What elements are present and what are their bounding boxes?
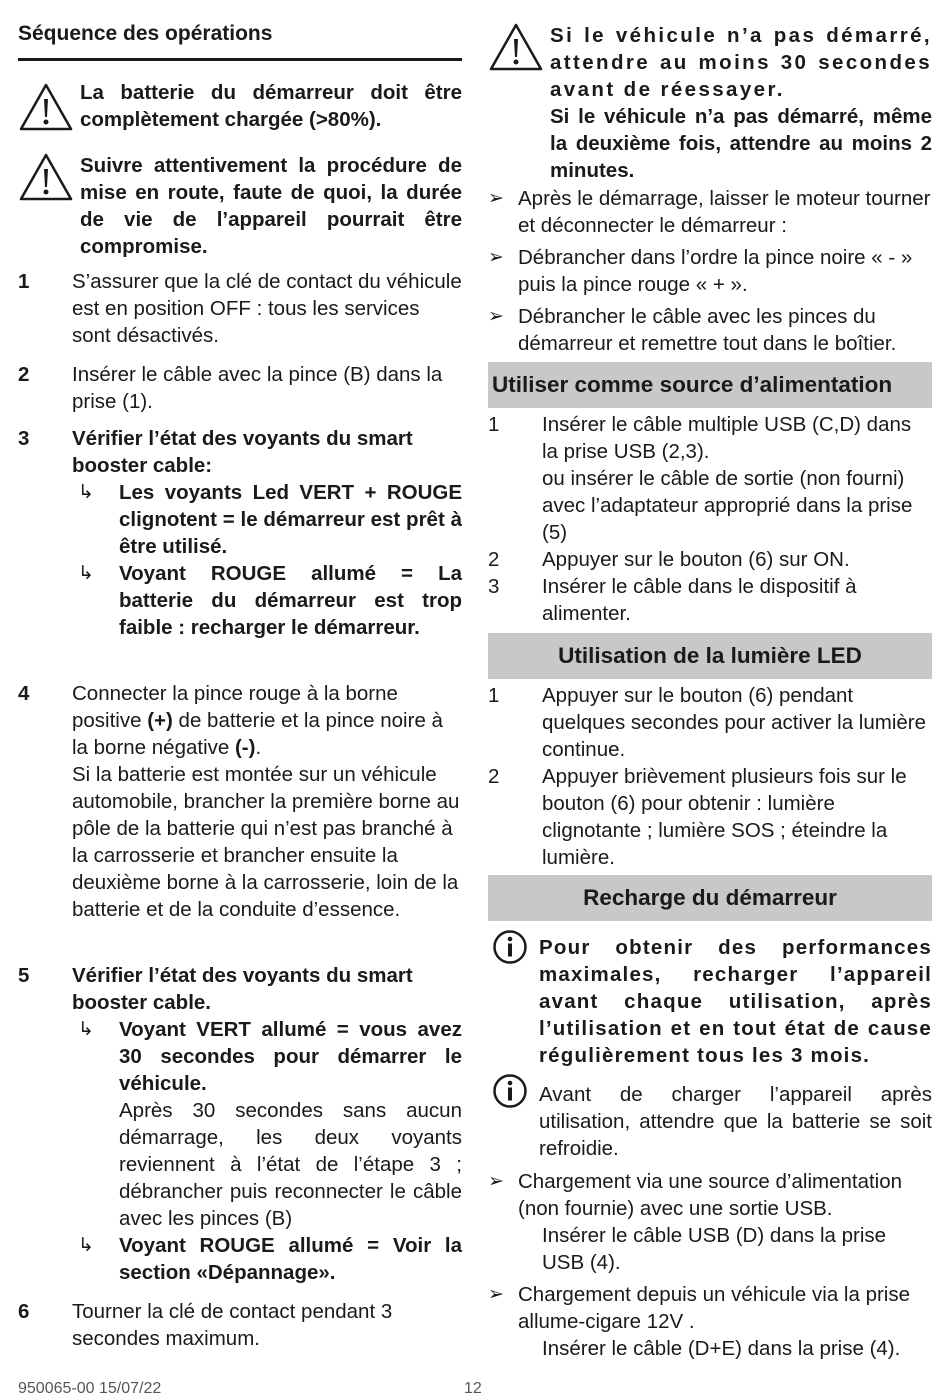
warning-retry-text: Si le véhicule n’a pas démarré, attendre au moins 30 secondes avant de réessayer. [550, 24, 932, 101]
step-number: 1 [18, 270, 30, 293]
arrow-icon: ↳ [78, 482, 94, 503]
sub-item-text: Voyant ROUGE allumé = La batterie du démarreur est trop faible : recharger le démarreur. [119, 562, 462, 639]
step-text: Tourner la clé de contact pendant 3 secondes maximum. [72, 1300, 393, 1350]
sub-item [72, 1232, 462, 1286]
warning-charge-text: La batterie du démarreur doit être complètement chargée (>80%). [80, 81, 462, 131]
sub-item-text: Voyant VERT allumé = vous avez 30 secondes pour démarrer le véhicule. [119, 1018, 462, 1095]
step-text: Vérifier l’état des voyants du smart booster cable. [72, 964, 413, 1014]
info-cooldown-text: Avant de charger l’appareil après utilisation, attendre que la batterie se soit refroidie. [539, 1083, 932, 1160]
step-text: Vérifier l’état des voyants du smart booster cable: [72, 427, 413, 477]
chevron-icon: ➢ [488, 306, 504, 327]
step-number: 2 [18, 363, 30, 386]
step-5-block [72, 962, 462, 1286]
warning-procedure-text: Suivre attentivement la procédure de mise en route, faute de quoi, la durée de vie de l’appareil pourrait être compromise. [80, 154, 462, 258]
step-number: 1 [488, 684, 500, 707]
step-number: 2 [488, 765, 500, 788]
recharge-heading: Recharge du démarreur [488, 875, 932, 921]
step-text: Appuyer brièvement plusieurs fois sur le bouton (6) pour obtenir : lumière clignotante ; lumière SOS ; éteindre la lumière. [542, 765, 907, 869]
step-text: Appuyer sur le bouton (6) sur ON. [542, 548, 850, 571]
step-number: 6 [18, 1300, 30, 1323]
step-number: 5 [18, 964, 30, 987]
sub-item-text: Après 30 secondes sans aucun démarrage, les deux voyants reviennent à l’état de l’étape 3 ; débrancher puis reconnecter le câble avec les pinces (B) [119, 1099, 462, 1230]
sub-item [72, 560, 462, 641]
led-heading: Utilisation de la lumière LED [488, 633, 932, 679]
info-performance-text: Pour obtenir des performances maximales, recharger l’appareil avant chaque utilisation, après l’utilisation et en tout état de cause régulièrement tous les 3 mois. [539, 936, 932, 1067]
warning-retry-block [550, 22, 932, 184]
title-rule [18, 58, 462, 61]
chevron-icon: ➢ [488, 1171, 504, 1192]
step-text: Appuyer sur le bouton (6) pendant quelques secondes pour activer la lumière continue. [542, 684, 927, 761]
step-text: Insérer le câble dans le dispositif à alimenter. [542, 575, 857, 625]
step-number: 2 [488, 548, 500, 571]
warning-icon [18, 152, 74, 202]
sub-item [72, 479, 462, 560]
info-icon [492, 929, 528, 965]
sub-item [72, 1016, 462, 1232]
power-source-heading: Utiliser comme source d’alimentation [488, 362, 932, 408]
step-number: 3 [488, 575, 500, 598]
list-item: Débrancher le câble avec les pinces du démarreur et remettre tout dans le boîtier. [518, 305, 897, 355]
step-text: Si la batterie est montée sur un véhicule automobile, brancher la première borne au pôle de la batterie qui n’est pas branché à la carrosserie et brancher ensuite la deuxième borne à la carrosserie, loin de la batterie et de la conduite d’essence. [72, 763, 460, 921]
chevron-icon: ➢ [488, 188, 504, 209]
list-item-extra: Insérer le câble (D+E) dans la prise (4). [542, 1337, 901, 1360]
step-3-block [72, 425, 462, 641]
warning-icon [18, 82, 74, 132]
page-number: 12 [464, 1380, 482, 1397]
chevron-icon: ➢ [488, 1284, 504, 1305]
list-item [518, 1168, 932, 1276]
warning-icon [488, 22, 544, 72]
step-text: Insérer le câble multiple USB (C,D) dans la prise USB (2,3). [542, 413, 912, 463]
sub-item-text: Voyant ROUGE allumé = Voir la section «Dépannage». [119, 1234, 462, 1284]
step-number: 3 [18, 427, 30, 450]
step-number: 4 [18, 682, 30, 705]
arrow-icon: ↳ [78, 1235, 94, 1256]
footer-code: 950065-00 15/07/22 [18, 1380, 162, 1397]
info-icon [492, 1073, 528, 1109]
section-title: Séquence des opérations [18, 22, 273, 45]
list-item-extra: Insérer le câble USB (D) dans la prise USB (4). [542, 1224, 887, 1274]
arrow-icon: ↳ [78, 1019, 94, 1040]
step-text: Connecter la pince rouge à la borne positive (+) de batterie et la pince noire à la borne négative (-). [72, 682, 443, 759]
step-text: S’assurer que la clé de contact du véhicule est en position OFF : tous les services sont désactivés. [72, 270, 462, 347]
warning-retry-text-2: Si le véhicule n’a pas démarré, même la deuxième fois, attendre au moins 2 minutes. [550, 105, 932, 182]
step-number: 1 [488, 413, 500, 436]
power-step [542, 411, 932, 546]
step-text: Insérer le câble avec la pince (B) dans la prise (1). [72, 363, 443, 413]
sub-item-text: Les voyants Led VERT + ROUGE clignotent = le démarreur est prêt à être utilisé. [119, 481, 462, 558]
list-item: Après le démarrage, laisser le moteur tourner et déconnecter le démarreur : [518, 187, 931, 237]
step-4-block [72, 680, 462, 923]
arrow-icon: ↳ [78, 563, 94, 584]
list-item: Débrancher dans l’ordre la pince noire « - » puis la pince rouge « + ». [518, 246, 913, 296]
chevron-icon: ➢ [488, 247, 504, 268]
list-item-text: Chargement depuis un véhicule via la prise allume-cigare 12V . [518, 1283, 911, 1333]
step-text: ou insérer le câble de sortie (non fourni) avec l’adaptateur approprié dans la prise (5) [542, 467, 913, 544]
list-item-text: Chargement via une source d’alimentation (non fournie) avec une sortie USB. [518, 1170, 903, 1220]
list-item [518, 1281, 932, 1362]
